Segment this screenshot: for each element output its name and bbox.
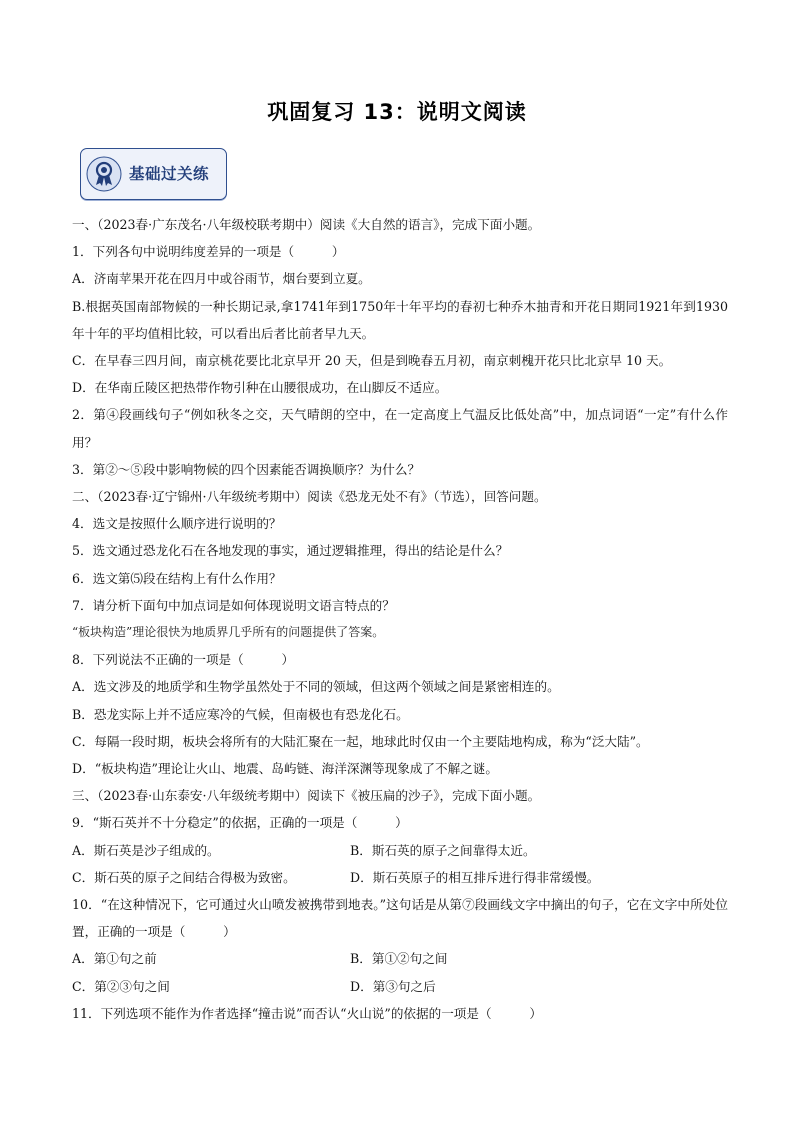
question-content: [72, 211, 728, 1027]
question-text: 8．下列说法不正确的一项是（ ）: [72, 652, 295, 668]
option-text: D．斯石英原子的相互排斥进行得非常缓慢。: [350, 869, 600, 885]
badge-label: 基础过关练: [129, 165, 210, 183]
section-heading: 二、（2023春·辽宁锦州·八年级统考期中）阅读《恐龙无处不有》（节选），回答问题。: [72, 489, 547, 505]
question-text: 1．下列各句中说明纬度差异的一项是（ ）: [72, 244, 345, 260]
option-text: A．第①句之前: [72, 951, 157, 967]
option-text: B.根据英国南部物候的一种长期记录,拿1741年到1750年十年平均的春初七种乔木抽青和开花日期同1921年到1930年十年的平均值相比较，可以看出后者比前者早九天。: [72, 298, 728, 341]
question-text: 10．“在这种情况下，它可通过火山喷发被携带到地表。”这句话是从第⑦段画线文字中摘出的句子，它在文字中所处位置，正确的一项是（ ）: [72, 897, 728, 940]
option-text: A．选文涉及的地质学和生物学虽然处于不同的领域，但这两个领域之间是紧密相连的。: [72, 679, 560, 695]
option-row: [72, 864, 728, 891]
question-text: 5．选文通过恐龙化石在各地发现的事实，通过逻辑推理，得出的结论是什么？: [72, 543, 509, 559]
quoted-sentence: “板块构造”理论很快为地质界几乎所有的问题提供了答案。: [72, 625, 385, 640]
option-text: B．第①②句之间: [350, 951, 448, 967]
award-ribbon-icon: [86, 156, 122, 192]
option-text: C．斯石英的原子之间结合得极为致密。: [72, 869, 296, 885]
option-row: [72, 837, 728, 864]
option-text: A．济南苹果开花在四月中或谷雨节，烟台要到立夏。: [72, 271, 371, 287]
question-text: 4．选文是按照什么顺序进行说明的？: [72, 516, 282, 532]
section-heading: 三、（2023春·山东泰安·八年级统考期中）阅读下《被压扁的沙子》，完成下面小题。: [72, 788, 541, 804]
option-text: C．每隔一段时期，板块会将所有的大陆汇聚在一起，地球此时仅由一个主要陆地构成，称为“泛大陆”。: [72, 733, 649, 749]
option-text: B．斯石英的原子之间靠得太近。: [350, 842, 536, 858]
section-badge: [80, 148, 227, 200]
option-text: D．“板块构造”理论让火山、地震、岛屿链、海洋深渊等现象成了不解之谜。: [72, 761, 498, 777]
option-text: B．恐龙实际上并不适应寒冷的气候，但南极也有恐龙化石。: [72, 706, 409, 722]
question-text: 7．请分析下面句中加点词是如何体现说明文语言特点的？: [72, 597, 395, 613]
option-text: C．在早春三四月间，南京桃花要比北京早开 20 天，但是到晚春五月初，南京刺槐开花只比北京早 10 天。: [72, 353, 672, 369]
option-text: D．第③句之后: [350, 978, 436, 994]
option-text: C．第②③句之间: [72, 978, 170, 994]
section-heading: 一、（2023春·广东茂名·八年级校联考期中）阅读《大自然的语言》，完成下面小题。: [72, 217, 541, 232]
option-row: [72, 945, 728, 972]
page-title: 巩固复习 13：说明文阅读: [267, 100, 527, 124]
question-text: 2．第④段画线句子“例如秋冬之交，天气晴朗的空中，在一定高度上气温反比低处高”中，加点词语“一定”有什么作用？: [72, 407, 728, 450]
question-text: 11．下列选项不能作为作者选择“撞击说”而否认“火山说”的依据的一项是（ ）: [72, 1005, 542, 1021]
option-text: A．斯石英是沙子组成的。: [72, 842, 220, 858]
question-text: 3．第②～⑤段中影响物候的四个因素能否调换顺序？为什么？: [72, 461, 421, 477]
question-text: 9．“斯石英并不十分稳定”的依据，正确的一项是（ ）: [72, 815, 408, 831]
question-text: 6．选文第⑸段在结构上有什么作用？: [72, 570, 282, 586]
option-row: [72, 973, 728, 1000]
option-text: D．在华南丘陵区把热带作物引种在山腰很成功，在山脚反不适应。: [72, 380, 448, 396]
